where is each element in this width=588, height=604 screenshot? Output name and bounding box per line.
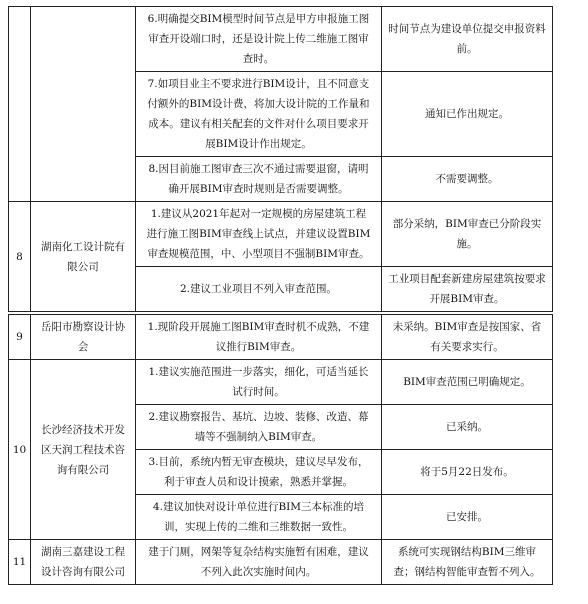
opinion-cell: 建于门厕，网架等复杂结构实施暂有困难，建议不列入此次实施时间内。 bbox=[136, 540, 382, 585]
opinion-cell: 1.现阶段开展施工图BIM审查时机不成熟，不建议推行BIM审查。 bbox=[136, 315, 382, 360]
row-number-cell: 8 bbox=[9, 202, 31, 312]
response-cell: 工业项目配套新建房屋建筑按要求开展BIM审查。 bbox=[382, 267, 553, 312]
opinion-cell: 3.目前，系统内暂无审查模块，建议尽早发布，利于审查人员和设计摸索，熟悉并掌握。 bbox=[136, 450, 382, 495]
response-cell: 不需要调整。 bbox=[382, 157, 553, 202]
table-row bbox=[9, 315, 553, 360]
table-row bbox=[9, 540, 553, 585]
opinion-cell: 4.建议加快对设计单位进行BIM三本标准的培训，实现上传的二维和三维数据一致性。 bbox=[136, 495, 382, 540]
response-cell: 通知已作出规定。 bbox=[382, 72, 553, 157]
response-cell: 部分采纳，BIM审查已分阶段实施。 bbox=[382, 202, 553, 267]
response-cell: BIM审查范围已明确规定。 bbox=[382, 360, 553, 405]
response-cell: 已安排。 bbox=[382, 495, 553, 540]
response-cell: 系统可实现钢结构BIM三维审查；钢结构智能审查暂不列入。 bbox=[382, 540, 553, 585]
opinion-cell: 7.如项目业主不要求进行BIM设计，且不同意支付额外的BIM设计费，将加大设计院的工作量和成本。建议有相关配套的文件对什么项目要求开展BIM设计作出规定。 bbox=[136, 72, 382, 157]
response-cell: 将于5月22日发布。 bbox=[382, 450, 553, 495]
row-number-cell: 10 bbox=[9, 360, 31, 540]
opinion-cell: 2.建议勘察报告、基坑、边坡、装修、改造、幕墙等不强制纳入BIM审查。 bbox=[136, 405, 382, 450]
organization-cell: 岳阳市勘察设计协会 bbox=[31, 315, 136, 360]
opinion-cell: 1.建议实施范围进一步落实，细化，可适当延长试行时间。 bbox=[136, 360, 382, 405]
organization-cell: 长沙经济技术开发区天润工程技术咨询有限公司 bbox=[31, 360, 136, 540]
table-row bbox=[9, 360, 553, 405]
row-number-cell: 9 bbox=[9, 315, 31, 360]
table-row bbox=[9, 7, 553, 72]
response-cell: 已采纳。 bbox=[382, 405, 553, 450]
opinion-cell: 2.建议工业项目不列入审查范围。 bbox=[136, 267, 382, 312]
row-number-cell: 11 bbox=[9, 540, 31, 585]
response-cell: 未采纳。BIM审查是按国家、省有关要求实行。 bbox=[382, 315, 553, 360]
organization-cell bbox=[31, 7, 136, 202]
table-row bbox=[9, 202, 553, 267]
organization-cell: 湖南化工设计院有限公司 bbox=[31, 202, 136, 312]
opinion-table-part-1 bbox=[8, 6, 553, 312]
row-number-cell bbox=[9, 7, 31, 202]
organization-cell: 湖南三嘉建设工程设计咨询有限公司 bbox=[31, 540, 136, 585]
opinion-cell: 8.因目前施工图审查三次不通过需要退窗，请明确开展BIM审查时规则是否需要调整。 bbox=[136, 157, 382, 202]
opinion-cell: 1.建议从2021年起对一定规模的房屋建筑工程进行施工图BIM审查线上试点，并建议设置BIM审查规模范围，中、小型项目不强制BIM审查。 bbox=[136, 202, 382, 267]
opinion-cell: 6.明确提交BIM模型时间节点是甲方申报施工图审查开设端口时，还是设计院上传二维施工图审查时。 bbox=[136, 7, 382, 72]
response-cell: 时间节点为建设单位提交申报资料前。 bbox=[382, 7, 553, 72]
opinion-table-part-2 bbox=[8, 314, 553, 585]
